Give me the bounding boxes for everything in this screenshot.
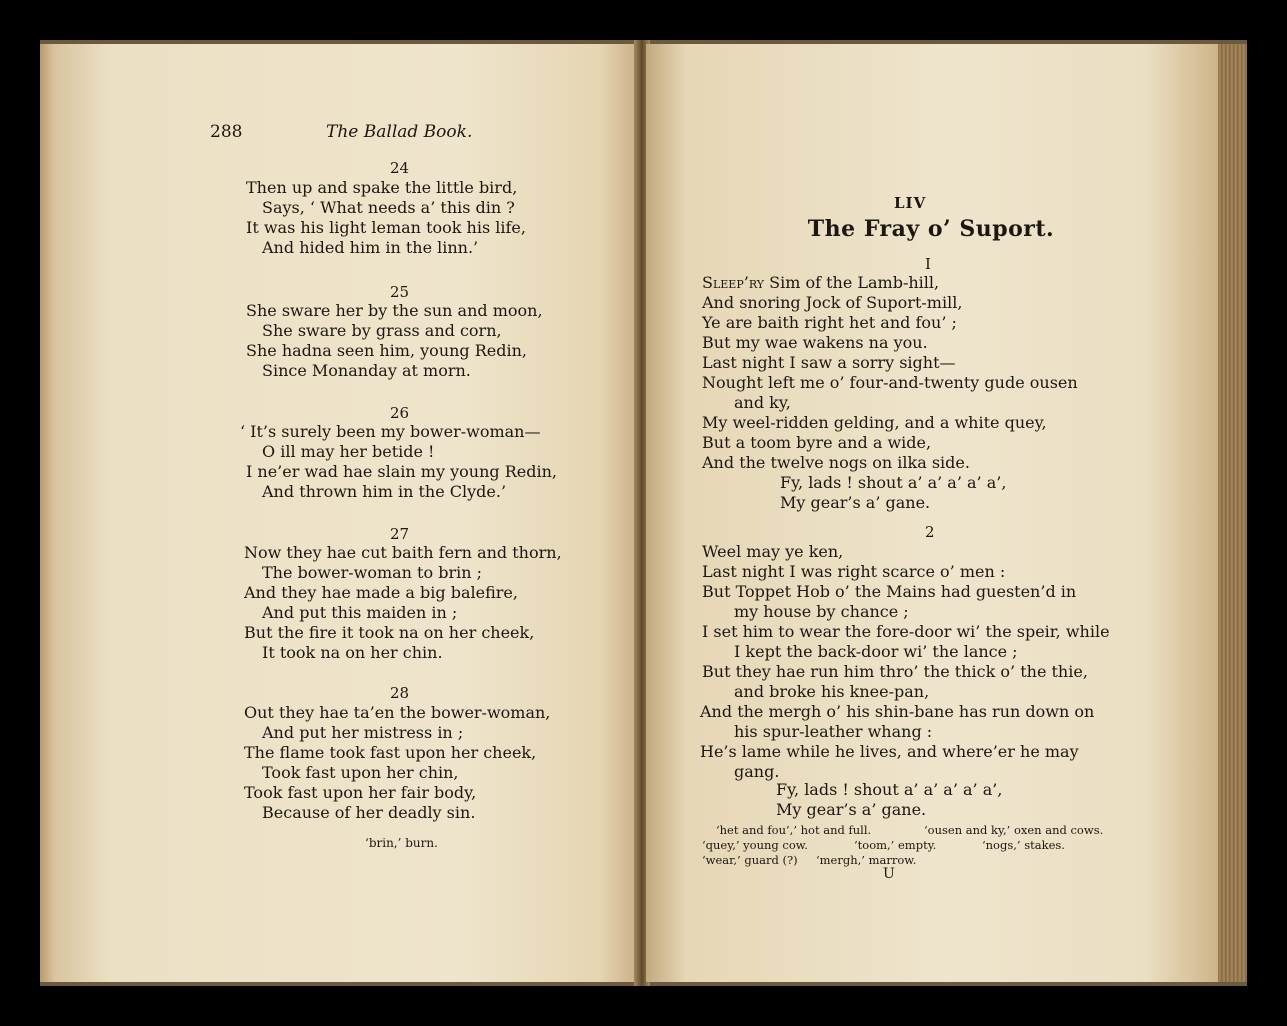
verse-line: My gear’s a’ gane.: [780, 493, 931, 512]
verse-line: Sleep’ry Sim of the Lamb-hill,: [702, 273, 940, 292]
verse-line: and broke his knee-pan,: [734, 682, 930, 701]
verse-line: It was his light leman took his life,: [246, 218, 526, 237]
page-number: 288: [210, 122, 243, 142]
footnote: ‘brin,’ burn.: [365, 836, 438, 850]
verse-line: And the twelve nogs on ilka side.: [702, 453, 970, 472]
verse-line: Nought left me o’ four-and-twenty gude ousen: [702, 373, 1078, 392]
verse-line: He’s lame while he lives, and where’er he may: [700, 742, 1079, 761]
stanza-number: I: [925, 255, 931, 273]
verse-line: and ky,: [734, 393, 791, 412]
stanza-number: 27: [390, 525, 410, 543]
footnote: ‘toom,’ empty.: [854, 838, 937, 852]
stanza-number: 24: [390, 159, 410, 177]
verse-line: My weel-ridden gelding, and a white quey,: [702, 413, 1047, 432]
verse-line: But the fire it took na on her cheek,: [244, 623, 535, 642]
verse-line: Took fast upon her fair body,: [244, 783, 477, 802]
verse-line: Ye are baith right het and fou’ ;: [702, 313, 957, 332]
verse-line: But Toppet Hob o’ the Mains had guesten’d in: [702, 582, 1077, 601]
verse-line: She hadna seen him, young Redin,: [246, 341, 528, 360]
ballad-number: LIV: [894, 194, 927, 212]
ballad-title: The Fray o’ Suport.: [807, 216, 1055, 242]
verse-line: She sware her by the sun and moon,: [246, 301, 543, 320]
verse-line: Then up and spake the little bird,: [246, 178, 518, 197]
verse-line: O ill may her betide !: [262, 442, 435, 461]
footnote: ‘het and fou’,’ hot and full.: [716, 823, 872, 837]
verse-line: ‘ It’s surely been my bower-woman—: [240, 422, 541, 441]
page-edges: [1218, 44, 1247, 982]
footnote: ‘ousen and ky,’ oxen and cows.: [924, 823, 1104, 837]
verse-line: I ne’er wad hae slain my young Redin,: [246, 462, 557, 481]
verse-line: my house by chance ;: [734, 602, 909, 621]
signature-mark: U: [883, 866, 895, 882]
verse-line: And put this maiden in ;: [262, 603, 458, 622]
footnote: ‘quey,’ young cow.: [702, 838, 808, 852]
verse-line: And hided him in the linn.’: [262, 238, 479, 257]
verse-line: But my wae wakens na you.: [702, 333, 928, 352]
verse-line: But a toom byre and a wide,: [702, 433, 932, 452]
open-book: [40, 40, 1247, 986]
drop-word: Sleep’ry: [702, 273, 765, 292]
stanza-number: 25: [390, 283, 410, 301]
right-page: [646, 44, 1218, 982]
verse-line: I set him to wear the fore-door wi’ the speir, while: [702, 622, 1110, 641]
verse-line: And snoring Jock of Suport-mill,: [702, 293, 963, 312]
verse-line: The flame took fast upon her cheek,: [244, 743, 537, 762]
verse-line: And put her mistress in ;: [262, 723, 464, 742]
verse-line: Because of her deadly sin.: [262, 803, 476, 822]
verse-line: And they hae made a big balefire,: [244, 583, 518, 602]
verse-line: gang.: [734, 762, 780, 781]
verse-line: My gear’s a’ gane.: [776, 800, 927, 819]
footnote: ‘nogs,’ stakes.: [982, 838, 1065, 852]
verse-line: Last night I was right scarce o’ men :: [702, 562, 1006, 581]
verse-line: But they hae run him thro’ the thick o’ the thie,: [702, 662, 1088, 681]
verse-line: his spur-leather whang :: [734, 722, 933, 741]
verse-line: Fy, lads ! shout a’ a’ a’ a’ a’,: [776, 780, 1003, 799]
verse-line: I kept the back-door wi’ the lance ;: [734, 642, 1018, 661]
verse-line: It took na on her chin.: [262, 643, 443, 662]
footnote: ‘mergh,’ marrow.: [816, 853, 917, 867]
verse-line: Last night I saw a sorry sight—: [702, 353, 956, 372]
verse-line: Since Monanday at morn.: [262, 361, 471, 380]
running-title: The Ballad Book.: [326, 122, 473, 142]
verse-line: Weel may ye ken,: [702, 542, 844, 561]
verse-line: She sware by grass and corn,: [262, 321, 502, 340]
stanza-number: 28: [390, 684, 410, 702]
left-page: [40, 44, 638, 982]
verse-line: And thrown him in the Clyde.’: [262, 482, 507, 501]
stanza-number: 2: [925, 523, 935, 541]
verse-line: Took fast upon her chin,: [262, 763, 459, 782]
verse-line: The bower-woman to brin ;: [262, 563, 482, 582]
verse-line: Out they hae ta’en the bower-woman,: [244, 703, 551, 722]
verse-line: And the mergh o’ his shin-bane has run down on: [700, 702, 1095, 721]
verse-line: Now they hae cut baith fern and thorn,: [244, 543, 562, 562]
verse-line: Fy, lads ! shout a’ a’ a’ a’ a’,: [780, 473, 1007, 492]
verse-line: Says, ‘ What needs a’ this din ?: [262, 198, 515, 217]
footnote: ‘wear,’ guard (?): [702, 853, 798, 867]
stanza-number: 26: [390, 404, 410, 422]
